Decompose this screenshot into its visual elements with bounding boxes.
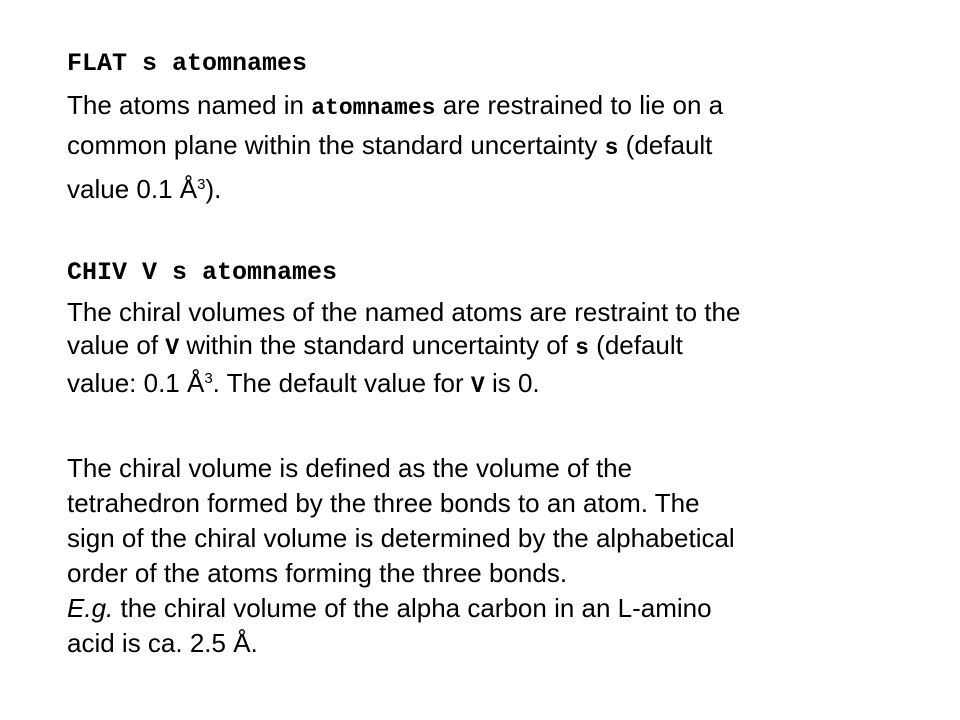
text-run: . The default value for <box>212 368 471 398</box>
chiv-description <box>67 296 947 403</box>
code-atomnames: atomnames <box>311 95 436 121</box>
chiv-command-heading: CHIV V s atomnames <box>67 258 338 287</box>
text-run: ). <box>205 174 222 204</box>
text-run: (default <box>588 330 683 360</box>
definition-line: The chiral volume is defined as the volume of the <box>67 453 633 483</box>
flat-description-line <box>67 127 947 167</box>
text-run: (default <box>618 130 713 160</box>
definition-line: acid is ca. 2.5 Å. <box>67 628 258 658</box>
text-run: value: 0.1 Å <box>67 368 205 398</box>
code-s: s <box>575 335 589 361</box>
flat-description <box>67 87 947 208</box>
superscript: 3 <box>204 370 213 387</box>
text-run: The atoms named in <box>67 90 312 120</box>
chiv-description-line <box>67 367 947 403</box>
code-s: s <box>604 135 619 161</box>
text-run: within the standard uncertainty of <box>179 330 576 360</box>
definition-line: sign of the chiral volume is determined by the alphabetical <box>67 523 735 553</box>
flat-description-line <box>67 171 947 208</box>
chiv-description-line: The chiral volumes of the named atoms are restraint to the <box>67 297 741 327</box>
definition-line <box>67 591 947 626</box>
text-run: the chiral volume of the alpha carbon in an L-amino <box>113 593 712 623</box>
definition-line: order of the atoms forming the three bonds. <box>67 558 568 588</box>
superscript: 3 <box>197 176 206 193</box>
code-v: V <box>165 335 180 361</box>
text-run: is 0. <box>484 368 540 398</box>
text-run: value 0.1 Å <box>67 174 198 204</box>
code-v: V <box>470 373 485 399</box>
chiral-volume-definition <box>67 451 947 661</box>
definition-line: tetrahedron formed by the three bonds to an atom. The <box>67 488 700 518</box>
example-abbreviation: E.g. <box>67 593 114 623</box>
text-run: value of <box>67 330 166 360</box>
flat-command-heading: FLAT s atomnames <box>67 49 308 78</box>
chiv-description-line <box>67 329 947 365</box>
flat-description-line <box>67 87 947 127</box>
text-run: common plane within the standard uncertainty <box>67 130 605 160</box>
text-run: are restrained to lie on a <box>435 90 724 120</box>
